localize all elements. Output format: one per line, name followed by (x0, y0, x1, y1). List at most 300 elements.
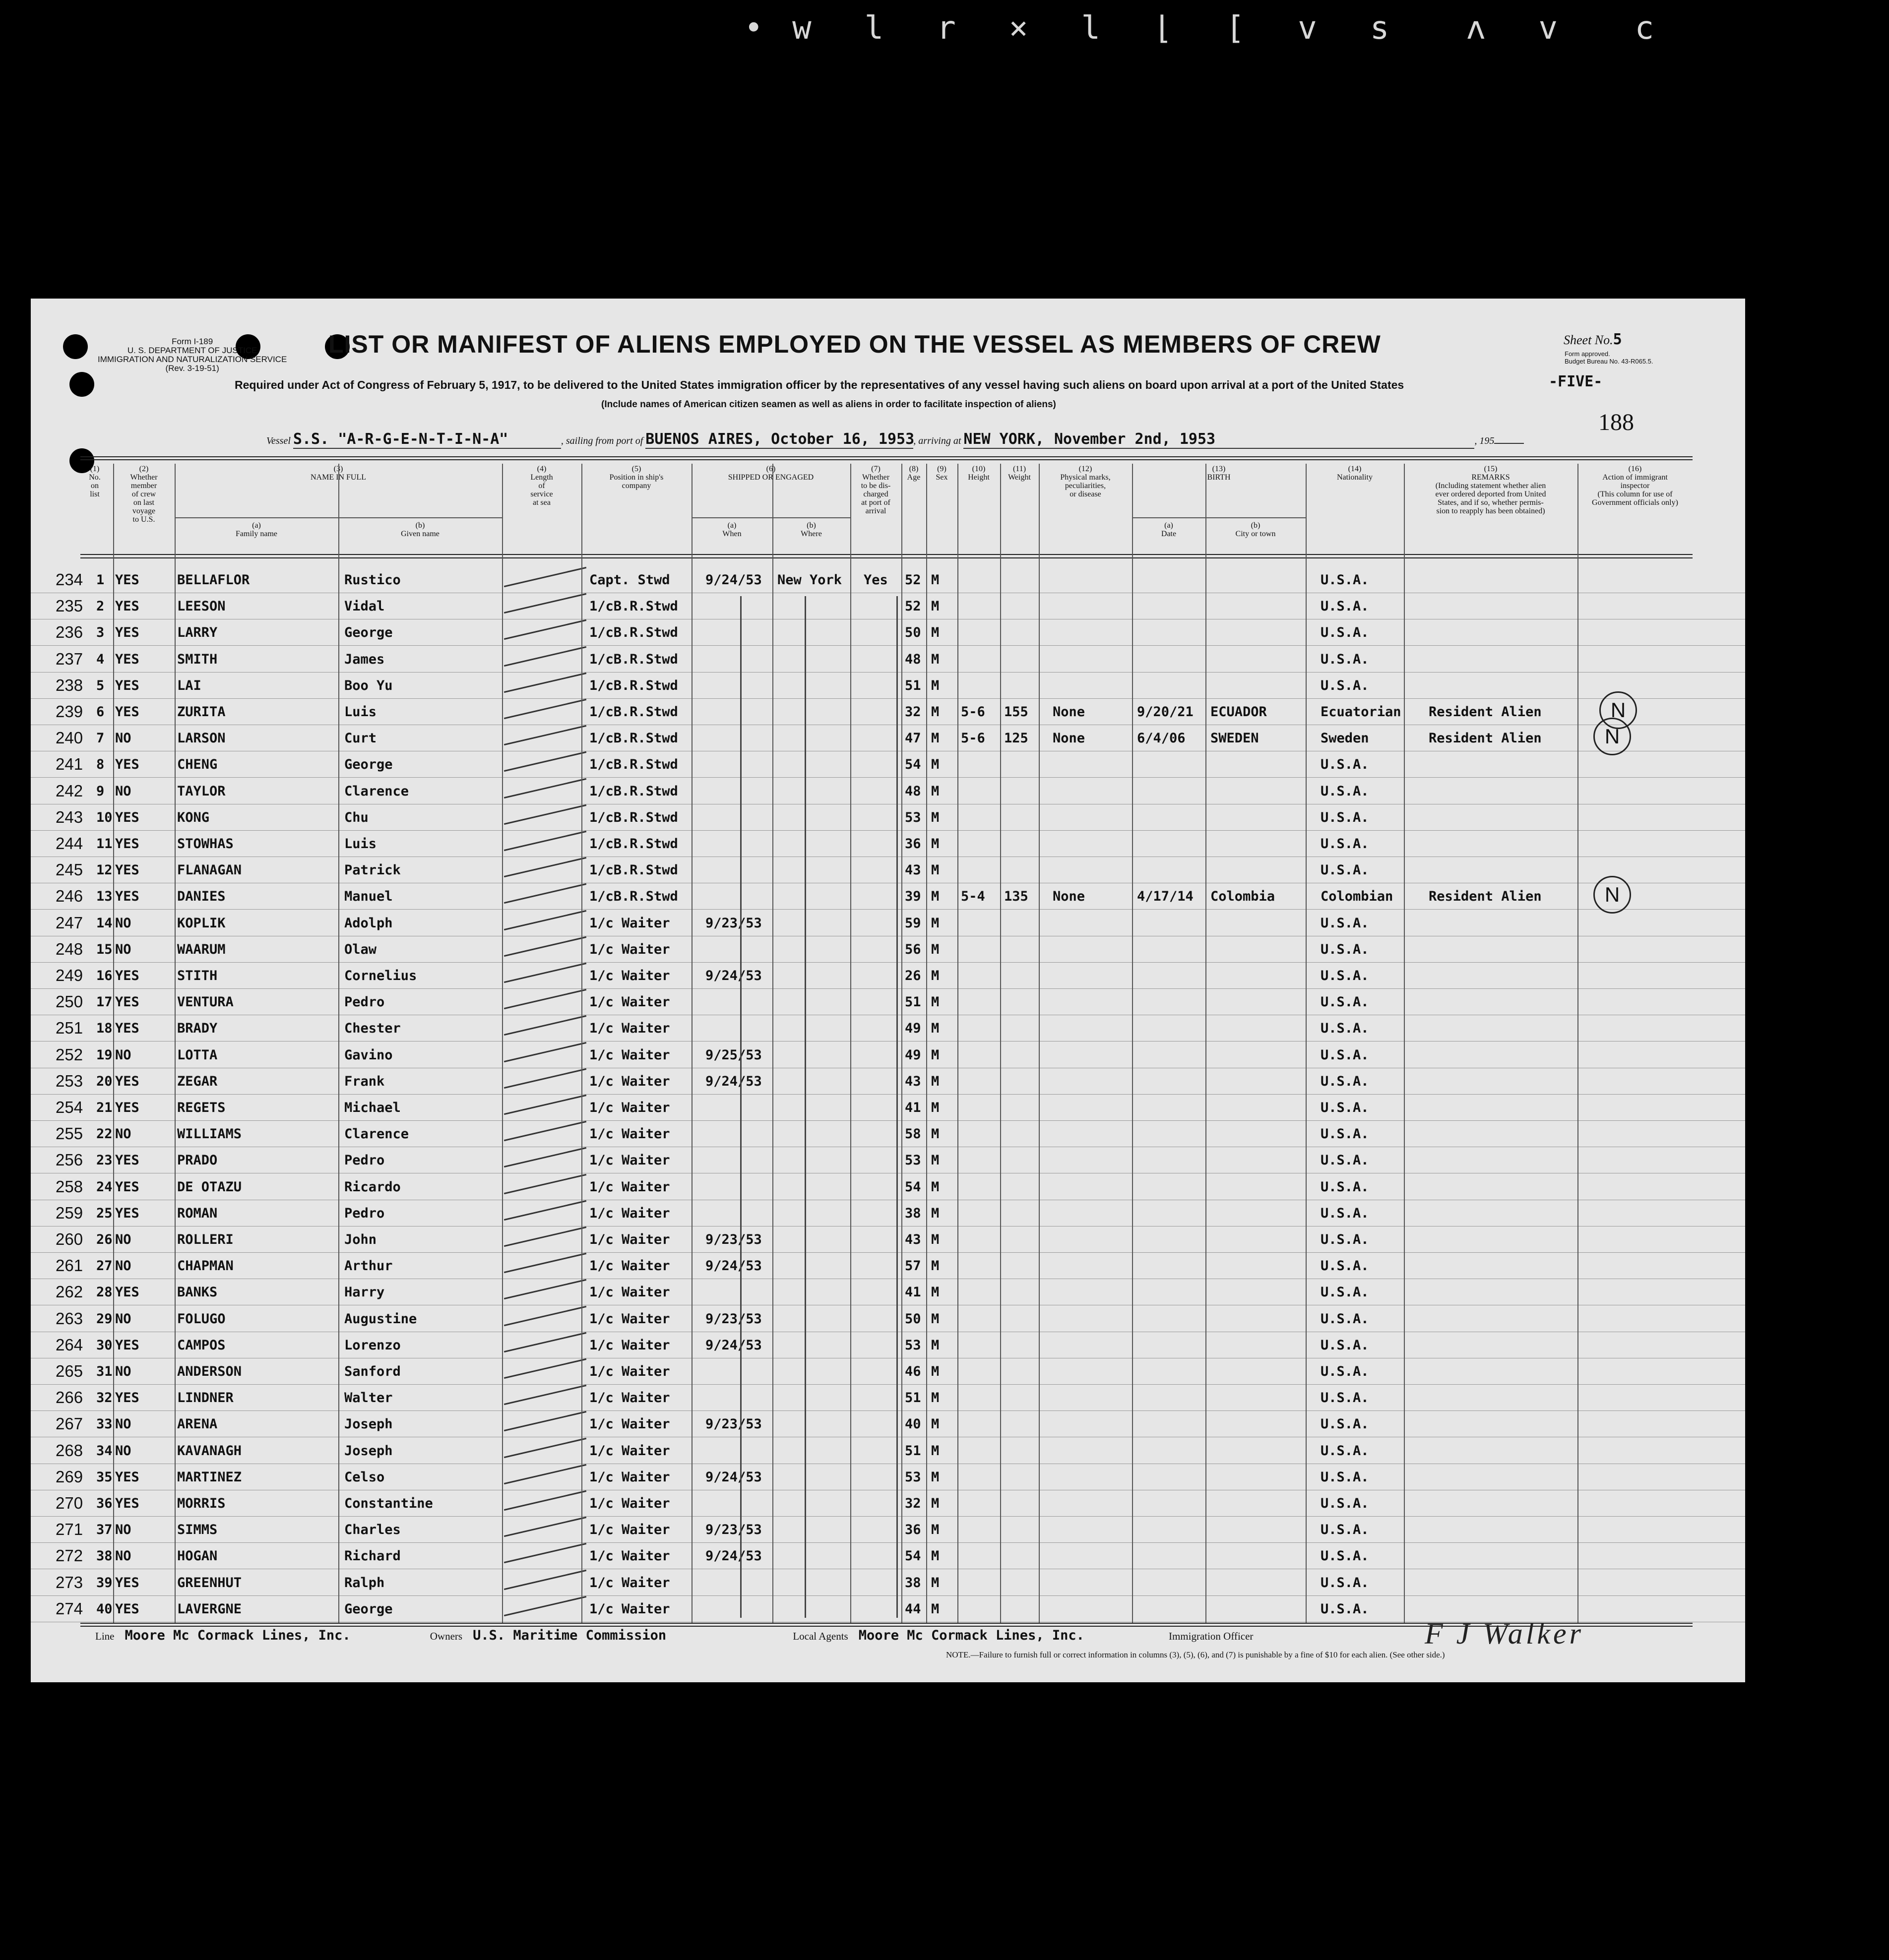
row-crew-status: NO (115, 1047, 131, 1063)
row-nationality: U.S.A. (1321, 1258, 1369, 1274)
length-service-tick (504, 910, 586, 930)
row-birth-city: ECUADOR (1210, 704, 1267, 720)
row-nationality: U.S.A. (1321, 862, 1369, 878)
length-service-tick (504, 1411, 586, 1431)
row-remarks: Resident Alien (1429, 704, 1542, 720)
row-nationality: U.S.A. (1321, 1100, 1369, 1115)
row-position: 1/cB.R.Stwd (589, 836, 678, 852)
row-sex: M (931, 994, 940, 1010)
row-nationality: U.S.A. (1321, 1416, 1369, 1432)
row-seq-number: 237 (56, 649, 83, 668)
row-birth-city: SWEDEN (1210, 731, 1259, 746)
table-row (31, 1200, 1745, 1226)
row-seq-number: 236 (56, 623, 83, 642)
row-list-number: 9 (96, 783, 105, 799)
row-shipped-when: 9/23/53 (705, 1522, 762, 1538)
row-given-name: Michael (344, 1100, 401, 1115)
row-age: 54 (905, 1548, 921, 1564)
punch-hole (63, 334, 88, 359)
length-service-tick (504, 1358, 586, 1379)
row-list-number: 25 (96, 1205, 113, 1221)
row-seq-number: 267 (56, 1414, 83, 1433)
row-nationality: U.S.A. (1321, 783, 1369, 799)
row-nationality: U.S.A. (1321, 1443, 1369, 1459)
length-service-tick (504, 963, 586, 983)
subcolumn-rule (1205, 517, 1206, 561)
row-age: 52 (905, 599, 921, 614)
vessel-label: Vessel (266, 435, 291, 446)
row-list-number: 23 (96, 1153, 113, 1168)
column-rule (581, 464, 582, 1623)
table-row (31, 698, 1745, 725)
row-list-number: 31 (96, 1364, 113, 1379)
row-given-name: Pedro (344, 1205, 385, 1221)
col-weight: (11) Weight (1008, 465, 1031, 482)
row-family-name: STITH (177, 968, 218, 983)
length-service-tick (504, 1015, 586, 1036)
row-family-name: BANKS (177, 1285, 218, 1300)
row-list-number: 24 (96, 1179, 113, 1195)
row-family-name: WAARUM (177, 941, 226, 957)
row-family-name: WILLIAMS (177, 1126, 242, 1142)
row-list-number: 33 (96, 1416, 113, 1432)
owners-label: Owners (430, 1630, 463, 1642)
row-crew-status: YES (115, 1153, 139, 1168)
row-sex: M (931, 625, 940, 641)
row-crew-status: YES (115, 757, 139, 773)
col-nationality: (14) Nationality (1337, 465, 1373, 482)
row-seq-number: 235 (56, 597, 83, 615)
length-service-tick (504, 593, 586, 613)
row-given-name: Lorenzo (344, 1337, 401, 1353)
row-nationality: U.S.A. (1321, 1285, 1369, 1300)
row-family-name: PRADO (177, 1153, 218, 1168)
length-service-tick (504, 1279, 586, 1299)
agents-value: Moore Mc Cormack Lines, Inc. (858, 1628, 1084, 1643)
row-nationality: U.S.A. (1321, 1179, 1369, 1195)
row-seq-number: 273 (56, 1573, 83, 1592)
row-list-number: 27 (96, 1258, 113, 1274)
column-rule (957, 464, 958, 1623)
line-value: Moore Mc Cormack Lines, Inc. (125, 1628, 351, 1643)
row-position: 1/c Waiter (589, 1021, 670, 1037)
penalty-note: NOTE.—Failure to furnish full or correct information in columns (3), (5), (6), and (7) is punishable by a fine of $10 for each alien. (See other side.) (946, 1650, 1445, 1659)
length-service-tick (504, 1306, 586, 1326)
row-sex: M (931, 1232, 940, 1247)
vessel-name: S.S. "A-R-G-E-N-T-I-N-A" (293, 430, 508, 448)
table-row (31, 830, 1745, 857)
row-seq-number: 255 (56, 1124, 83, 1143)
table-row (31, 1279, 1745, 1305)
row-family-name: KAVANAGH (177, 1443, 242, 1459)
year-suffix: , 195 (1474, 435, 1495, 446)
row-list-number: 6 (96, 704, 105, 720)
row-nationality: U.S.A. (1321, 1337, 1369, 1353)
row-seq-number: 234 (56, 570, 83, 589)
row-sex: M (931, 941, 940, 957)
table-row (31, 1015, 1745, 1041)
row-age: 43 (905, 862, 921, 878)
row-shipped-when: 9/23/53 (705, 1232, 762, 1247)
row-nationality: U.S.A. (1321, 1496, 1369, 1511)
row-given-name: Ricardo (344, 1179, 401, 1195)
row-age: 53 (905, 809, 921, 825)
row-sex: M (931, 889, 940, 905)
row-position: Capt. Stwd (589, 572, 670, 588)
row-age: 54 (905, 757, 921, 773)
row-age: 44 (905, 1601, 921, 1617)
table-row (31, 778, 1745, 804)
row-family-name: HOGAN (177, 1548, 218, 1564)
row-age: 41 (905, 1285, 921, 1300)
row-sex: M (931, 1601, 940, 1617)
row-family-name: REGETS (177, 1100, 226, 1115)
arriving-label: , arriving at (913, 435, 961, 446)
row-birth-date: 4/17/14 (1137, 889, 1194, 905)
table-row (31, 1410, 1745, 1437)
row-nationality: U.S.A. (1321, 1548, 1369, 1564)
row-given-name: Patrick (344, 862, 401, 878)
row-age: 26 (905, 968, 921, 983)
row-given-name: Sanford (344, 1364, 401, 1379)
row-list-number: 35 (96, 1469, 113, 1485)
table-row (31, 646, 1745, 673)
row-list-number: 14 (96, 915, 113, 931)
row-sex: M (931, 1390, 940, 1406)
row-position: 1/cB.R.Stwd (589, 783, 678, 799)
row-family-name: KONG (177, 809, 210, 825)
col-sex: (9) Sex (936, 465, 948, 482)
budget-bureau-line: Budget Bureau No. 43-R065.5. (1565, 358, 1653, 365)
row-list-number: 8 (96, 757, 105, 773)
row-remarks: Resident Alien (1429, 731, 1542, 746)
row-sex: M (931, 1126, 940, 1142)
length-service-tick (504, 989, 586, 1009)
header-subrule (1132, 517, 1306, 518)
row-list-number: 17 (96, 994, 113, 1010)
row-nationality: U.S.A. (1321, 1311, 1369, 1327)
row-age: 51 (905, 677, 921, 693)
row-age: 59 (905, 915, 921, 931)
column-rule (1039, 464, 1040, 1623)
row-shipped-when: 9/24/53 (705, 1337, 762, 1353)
header-top-rule (80, 459, 1693, 460)
row-crew-status: YES (115, 677, 139, 693)
row-list-number: 38 (96, 1548, 113, 1564)
table-row (31, 751, 1745, 778)
row-nationality: U.S.A. (1321, 1126, 1369, 1142)
table-row (31, 1569, 1745, 1596)
row-shipped-when: 9/24/53 (705, 968, 762, 983)
row-position: 1/cB.R.Stwd (589, 889, 678, 905)
row-given-name: Olaw (344, 941, 377, 957)
row-seq-number: 270 (56, 1494, 83, 1512)
row-list-number: 13 (96, 889, 113, 905)
table-row (31, 1332, 1745, 1358)
col-position: (5) Position in ship's company (609, 465, 664, 490)
top-edge-marks: • w l r × l ⌊ [ v s ʌ v c (744, 10, 1659, 47)
row-age: 50 (905, 625, 921, 641)
row-seq-number: 251 (56, 1019, 83, 1038)
row-sex: M (931, 1548, 940, 1564)
row-family-name: LINDNER (177, 1390, 234, 1406)
row-seq-number: 260 (56, 1230, 83, 1248)
row-family-name: ANDERSON (177, 1364, 242, 1379)
row-family-name: ZEGAR (177, 1073, 218, 1089)
col-height: (10) Height (968, 465, 990, 482)
table-row (31, 1305, 1745, 1332)
row-crew-status: NO (115, 1258, 131, 1274)
row-age: 43 (905, 1232, 921, 1247)
table-row (31, 1147, 1745, 1173)
row-list-number: 5 (96, 677, 105, 693)
column-rule (1132, 464, 1133, 1623)
department-name: U. S. DEPARTMENT OF JUSTICE (127, 346, 257, 355)
row-list-number: 18 (96, 1021, 113, 1037)
column-rule (926, 464, 927, 1623)
row-nationality: Sweden (1321, 731, 1369, 746)
form-number: Form I-189 (172, 337, 213, 346)
row-seq-number: 239 (56, 702, 83, 721)
row-crew-status: YES (115, 1021, 139, 1037)
row-given-name: Chester (344, 1021, 401, 1037)
row-list-number: 32 (96, 1390, 113, 1406)
row-position: 1/cB.R.Stwd (589, 677, 678, 693)
row-crew-status: NO (115, 1364, 131, 1379)
row-position: 1/c Waiter (589, 1601, 670, 1617)
row-crew-status: YES (115, 1285, 139, 1300)
row-nationality: U.S.A. (1321, 1153, 1369, 1168)
inspector-mark: N (1593, 718, 1631, 755)
row-age: 32 (905, 1496, 921, 1511)
service-name: IMMIGRATION AND NATURALIZATION SERVICE (98, 355, 287, 364)
col-length-service: (4) Length of service at sea (530, 465, 553, 507)
row-crew-status: YES (115, 651, 139, 667)
row-sex: M (931, 862, 940, 878)
length-service-tick (504, 751, 586, 772)
column-rule (772, 464, 773, 1623)
row-list-number: 16 (96, 968, 113, 983)
row-seq-number: 266 (56, 1388, 83, 1407)
column-rule (1306, 464, 1307, 1623)
ditto-stroke (805, 596, 806, 1618)
row-family-name: LOTTA (177, 1047, 218, 1063)
column-rule (113, 464, 114, 1623)
row-age: 48 (905, 783, 921, 799)
sheet-label: Sheet No. (1564, 333, 1613, 347)
row-list-number: 34 (96, 1443, 113, 1459)
length-service-tick (504, 1200, 586, 1221)
table-row (31, 936, 1745, 963)
row-seq-number: 246 (56, 887, 83, 906)
column-rule (175, 464, 176, 1623)
row-sex: M (931, 731, 940, 746)
row-list-number: 15 (96, 941, 113, 957)
row-age: 51 (905, 1443, 921, 1459)
table-row (31, 910, 1745, 936)
row-shipped-when: 9/23/53 (705, 915, 762, 931)
row-nationality: U.S.A. (1321, 1522, 1369, 1538)
row-nationality: U.S.A. (1321, 1469, 1369, 1485)
row-shipped-when: 9/24/53 (705, 1073, 762, 1089)
row-seq-number: 265 (56, 1362, 83, 1380)
row-position: 1/c Waiter (589, 915, 670, 931)
column-rule (502, 464, 503, 1623)
row-list-number: 11 (96, 836, 113, 852)
sheet-no-value: 5 (1613, 331, 1622, 348)
row-sex: M (931, 651, 940, 667)
row-nationality: U.S.A. (1321, 1601, 1369, 1617)
row-position: 1/c Waiter (589, 1205, 670, 1221)
row-seq-number: 264 (56, 1335, 83, 1354)
table-row (31, 1120, 1745, 1147)
table-row (31, 1490, 1745, 1517)
row-seq-number: 248 (56, 939, 83, 958)
row-seq-number: 271 (56, 1520, 83, 1539)
row-crew-status: NO (115, 783, 131, 799)
row-sex: M (931, 836, 940, 852)
col-birth-city: (b) City or town (1235, 521, 1276, 538)
row-family-name: TAYLOR (177, 783, 226, 799)
legal-requirement: Required under Act of Congress of February 5, 1917, to be delivered to the United States immigration officer by the representatives of any vessel having such aliens on board upon arrival at a port of the United States (235, 378, 1404, 391)
col-given-name: (b) Given name (401, 521, 440, 538)
row-family-name: LARSON (177, 731, 226, 746)
sheet-number (1564, 331, 1622, 348)
row-position: 1/c Waiter (589, 1047, 670, 1063)
row-family-name: GREENHUT (177, 1575, 242, 1591)
row-crew-status: YES (115, 1390, 139, 1406)
table-row (31, 1094, 1745, 1121)
row-sex: M (931, 1179, 940, 1195)
row-physical-marks: None (1053, 704, 1085, 720)
row-family-name: SIMMS (177, 1522, 218, 1538)
row-sex: M (931, 1073, 940, 1089)
page-number: 188 (1598, 409, 1634, 435)
row-given-name: Boo Yu (344, 677, 393, 693)
column-rule (1577, 464, 1578, 1623)
row-nationality: U.S.A. (1321, 572, 1369, 588)
row-position: 1/c Waiter (589, 1100, 670, 1115)
row-crew-status: YES (115, 836, 139, 852)
row-position: 1/cB.R.Stwd (589, 651, 678, 667)
row-given-name: Rustico (344, 572, 401, 588)
col-discharged: (7) Whether to be dis- charged at port of arrival (861, 465, 891, 515)
row-seq-number: 269 (56, 1467, 83, 1486)
row-position: 1/c Waiter (589, 994, 670, 1010)
row-position: 1/c Waiter (589, 1232, 670, 1247)
row-crew-status: YES (115, 1100, 139, 1115)
row-family-name: FOLUGO (177, 1311, 226, 1327)
row-shipped-when: 9/24/53 (705, 1548, 762, 1564)
row-age: 46 (905, 1364, 921, 1379)
row-given-name: Arthur (344, 1258, 393, 1274)
row-age: 41 (905, 1100, 921, 1115)
length-service-tick (504, 1095, 586, 1115)
length-service-tick (504, 1253, 586, 1273)
manifest-sheet (31, 299, 1745, 1682)
row-age: 51 (905, 1390, 921, 1406)
table-row (31, 1516, 1745, 1543)
row-position: 1/c Waiter (589, 1548, 670, 1564)
row-seq-number: 252 (56, 1045, 83, 1064)
row-shipped-when: 9/23/53 (705, 1416, 762, 1432)
ditto-stroke (896, 596, 898, 1618)
length-service-tick (504, 1543, 586, 1563)
table-row (31, 725, 1745, 751)
length-service-tick (504, 1464, 586, 1484)
row-crew-status: YES (115, 599, 139, 614)
row-nationality: U.S.A. (1321, 1575, 1369, 1591)
row-age: 36 (905, 1522, 921, 1538)
row-crew-status: YES (115, 1469, 139, 1485)
row-sex: M (931, 1100, 940, 1115)
row-physical-marks: None (1053, 731, 1085, 746)
row-sex: M (931, 677, 940, 693)
table-row (31, 619, 1745, 646)
row-list-number: 10 (96, 809, 113, 825)
row-given-name: Adolph (344, 915, 393, 931)
row-family-name: BRADY (177, 1021, 218, 1037)
row-weight: 135 (1004, 889, 1028, 905)
row-sex: M (931, 1153, 940, 1168)
inspector-mark: N (1599, 691, 1637, 729)
row-given-name: Pedro (344, 994, 385, 1010)
row-sex: M (931, 1258, 940, 1274)
row-list-number: 2 (96, 599, 105, 614)
row-shipped-when: 9/24/53 (705, 1258, 762, 1274)
row-family-name: MARTINEZ (177, 1469, 242, 1485)
line-label: Line (95, 1630, 115, 1642)
row-given-name: Augustine (344, 1311, 417, 1327)
row-given-name: Luis (344, 704, 377, 720)
header-bottom-rule (80, 554, 1693, 555)
arriving-port: NEW YORK, (963, 430, 1044, 448)
row-age: 49 (905, 1021, 921, 1037)
table-row (31, 1041, 1745, 1068)
row-nationality: U.S.A. (1321, 1232, 1369, 1247)
row-list-number: 37 (96, 1522, 113, 1538)
row-position: 1/cB.R.Stwd (589, 599, 678, 614)
column-rule (1404, 464, 1405, 1623)
row-sex: M (931, 1337, 940, 1353)
sailing-label: , sailing from port of (561, 435, 643, 446)
row-seq-number: 247 (56, 913, 83, 932)
row-seq-number: 256 (56, 1151, 83, 1169)
row-given-name: Constantine (344, 1496, 433, 1511)
row-list-number: 22 (96, 1126, 113, 1142)
row-list-number: 1 (96, 572, 105, 588)
row-shipped-when: 9/23/53 (705, 1311, 762, 1327)
row-given-name: Frank (344, 1073, 385, 1089)
row-given-name: George (344, 1601, 393, 1617)
length-service-tick (504, 831, 586, 851)
row-birth-date: 6/4/06 (1137, 731, 1186, 746)
row-seq-number: 258 (56, 1177, 83, 1196)
row-age: 43 (905, 1073, 921, 1089)
row-family-name: ROLLERI (177, 1232, 234, 1247)
vessel-line (266, 430, 1524, 449)
col-age: (8) Age (907, 465, 921, 482)
length-service-tick (504, 1068, 586, 1089)
row-nationality: U.S.A. (1321, 1021, 1369, 1037)
row-position: 1/cB.R.Stwd (589, 757, 678, 773)
table-row (31, 1173, 1745, 1200)
row-given-name: Ralph (344, 1575, 385, 1591)
row-crew-status: YES (115, 809, 139, 825)
length-service-tick (504, 1174, 586, 1194)
row-sex: M (931, 1575, 940, 1591)
row-list-number: 26 (96, 1232, 113, 1247)
